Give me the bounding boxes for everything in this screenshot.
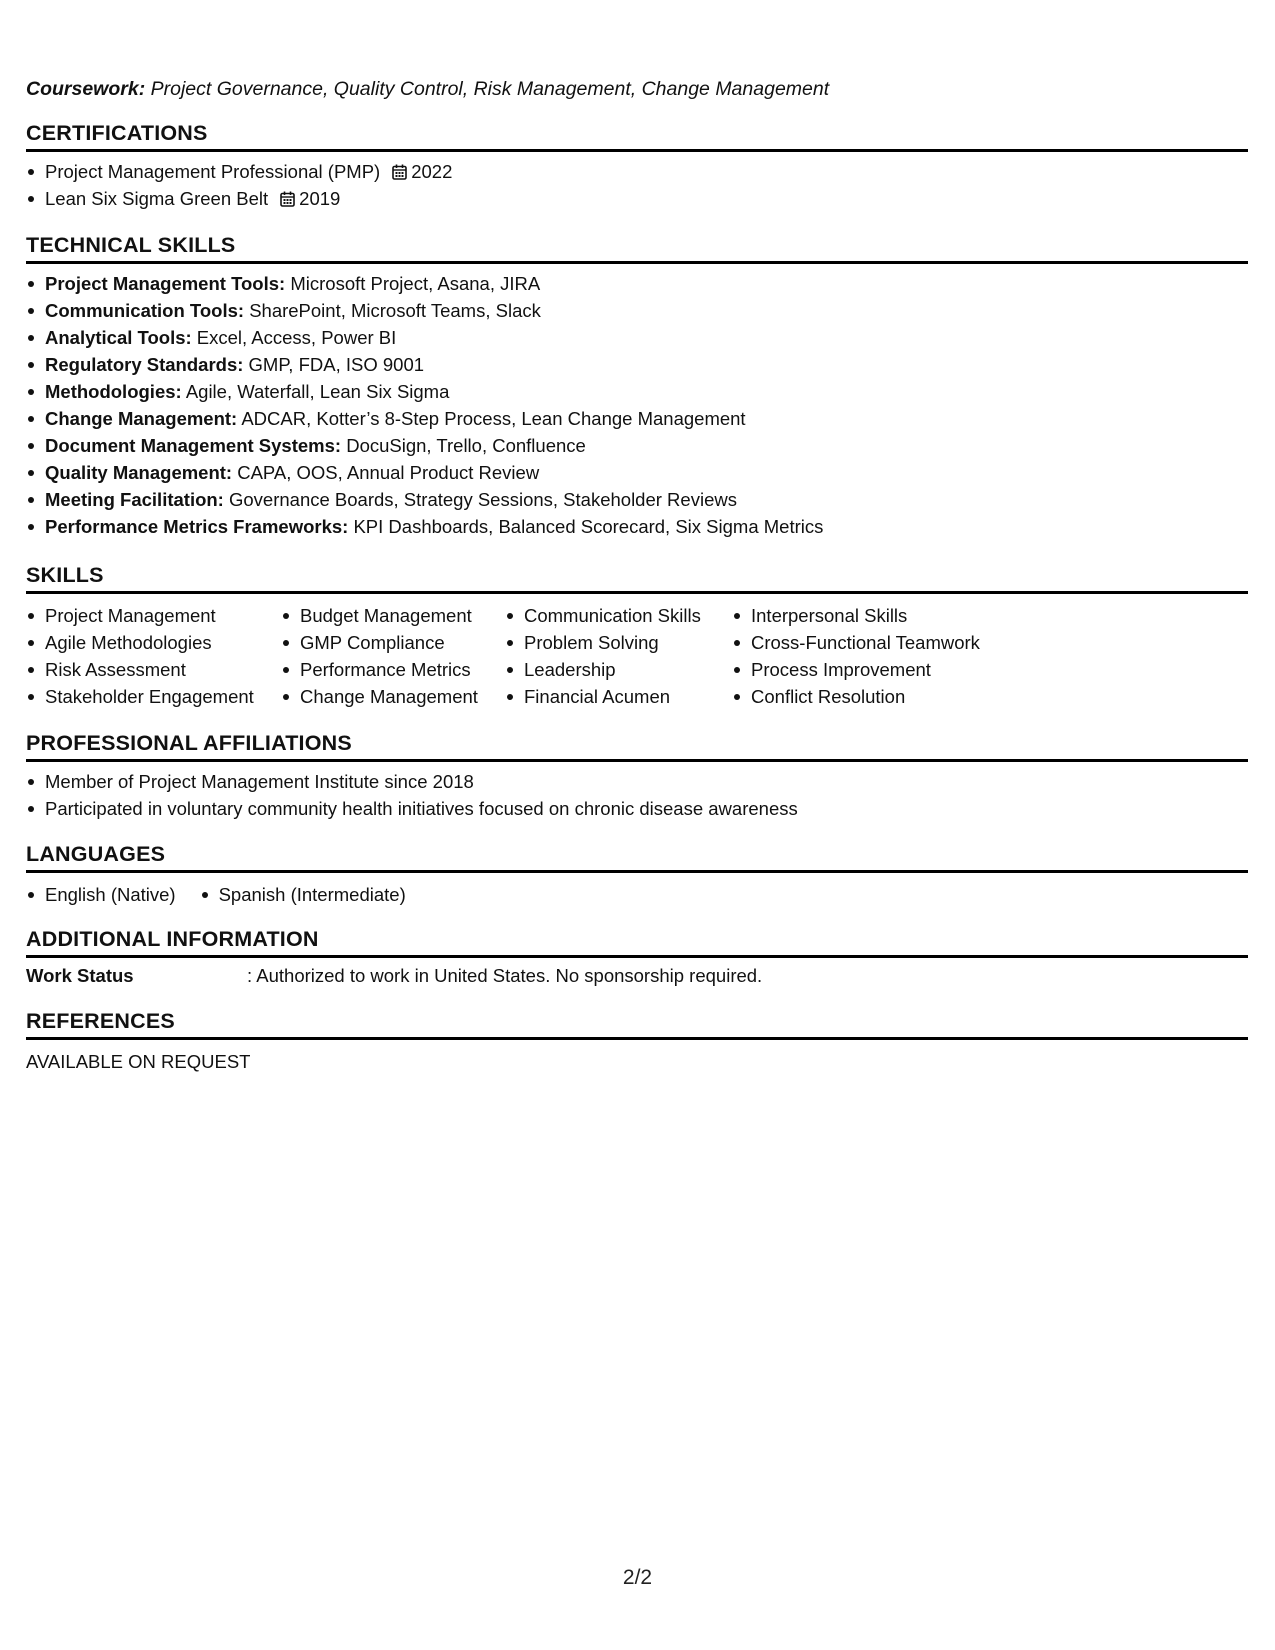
skill-values: Excel, Access, Power BI [196,327,397,348]
skill-item: Cross-Functional Teamwork [732,629,1032,656]
skill-item: Leadership [505,656,732,683]
skill-item: Budget Management [281,602,505,629]
technical-skill-item [26,432,1248,459]
skill-category: Document Management Systems: [45,435,342,456]
skill-category: Meeting Facilitation: [45,489,224,510]
technical-skills-heading: TECHNICAL SKILLS [26,233,236,257]
affiliations-section [26,730,1248,822]
certifications-heading: CERTIFICATIONS [26,121,208,145]
languages-heading: LANGUAGES [26,842,166,866]
certifications-list [26,158,1248,212]
info-key: Work Status [26,965,134,986]
skill-values: KPI Dashboards, Balanced Scorecard, Six Sigma Metrics [353,516,824,537]
skill-values: GMP, FDA, ISO 9001 [248,354,425,375]
technical-skill-item [26,270,1248,297]
skill-item: Conflict Resolution [732,683,1032,710]
page-number: 2/2 [622,1566,653,1589]
certification-year: 2019 [299,188,341,209]
coursework-label: Coursework: [26,78,146,100]
calendar-icon [280,191,295,207]
affiliation-item: Participated in voluntary community health initiatives focused on chronic disease awareness [26,795,1248,822]
skill-category: Analytical Tools: [45,327,192,348]
skill-item: Project Management [26,602,281,629]
certification-item [26,158,1248,185]
skill-values: SharePoint, Microsoft Teams, Slack [249,300,541,321]
skill-item: GMP Compliance [281,629,505,656]
skill-values: Governance Boards, Strategy Sessions, Stakeholder Reviews [228,489,737,510]
skill-category: Quality Management: [45,462,233,483]
references-section [26,1008,1248,1075]
skills-heading: SKILLS [26,563,104,587]
technical-skill-item [26,459,1248,486]
skill-item: Communication Skills [505,602,732,629]
skill-category: Change Management: [45,408,238,429]
section-divider [26,261,1248,264]
skills-grid [26,602,1248,710]
skill-category: Communication Tools: [45,300,245,321]
section-divider [26,870,1248,873]
affiliations-heading: PROFESSIONAL AFFILIATIONS [26,731,352,755]
certifications-section [26,120,1248,212]
technical-skill-item [26,513,1248,540]
technical-skill-item [26,297,1248,324]
skill-item: Interpersonal Skills [732,602,1032,629]
skill-item: Financial Acumen [505,683,732,710]
skill-values: ADCAR, Kotter’s 8-Step Process, Lean Change Management [241,408,746,429]
skill-item: Performance Metrics [281,656,505,683]
info-row [26,962,1248,989]
skill-values: Microsoft Project, Asana, JIRA [290,273,541,294]
skill-values: CAPA, OOS, Annual Product Review [237,462,540,483]
skill-item: Stakeholder Engagement [26,683,281,710]
skill-item: Agile Methodologies [26,629,281,656]
section-divider [26,759,1248,762]
skill-item: Change Management [281,683,505,710]
skill-values: Agile, Waterfall, Lean Six Sigma [185,381,450,402]
skills-column [26,602,281,710]
additional-info-heading: ADDITIONAL INFORMATION [26,927,319,951]
info-value: : Authorized to work in United States. No sponsorship required. [247,965,763,986]
skill-item: Problem Solving [505,629,732,656]
technical-skills-section [26,232,1248,540]
skill-category: Methodologies: [45,381,182,402]
technical-skill-item [26,486,1248,513]
skill-item: Process Improvement [732,656,1032,683]
certification-name: Project Management Professional (PMP) [45,161,381,182]
languages-list [26,881,430,908]
certification-year: 2022 [411,161,453,182]
section-divider [26,1037,1248,1040]
technical-skill-item [26,405,1248,432]
section-divider [26,149,1248,152]
certification-item [26,185,1248,212]
references-text: AVAILABLE ON REQUEST [26,1051,251,1072]
skill-category: Regulatory Standards: [45,354,244,375]
section-divider [26,591,1248,594]
skill-category: Performance Metrics Frameworks: [45,516,349,537]
skills-column [281,602,505,710]
additional-info-section [26,926,1248,989]
technical-skill-item [26,351,1248,378]
affiliations-list [26,768,1248,822]
technical-skill-item [26,378,1248,405]
technical-skill-item [26,324,1248,351]
languages-row [26,881,1248,908]
certification-name: Lean Six Sigma Green Belt [45,188,269,209]
coursework-line [26,78,829,101]
technical-skills-list [26,270,1248,540]
section-divider [26,955,1248,958]
skills-section [26,562,1248,710]
skill-values: DocuSign, Trello, Confluence [346,435,586,456]
language-item: Spanish (Intermediate) [200,881,406,908]
language-item: English (Native) [26,881,176,908]
references-heading: REFERENCES [26,1009,175,1033]
skills-column [732,602,1032,710]
coursework-text: Project Governance, Quality Control, Risk Management, Change Management [150,78,830,100]
affiliation-item: Member of Project Management Institute since 2018 [26,768,1248,795]
skills-column [505,602,732,710]
skill-item: Risk Assessment [26,656,281,683]
skill-category: Project Management Tools: [45,273,286,294]
languages-section [26,841,1248,908]
calendar-icon [392,164,407,180]
